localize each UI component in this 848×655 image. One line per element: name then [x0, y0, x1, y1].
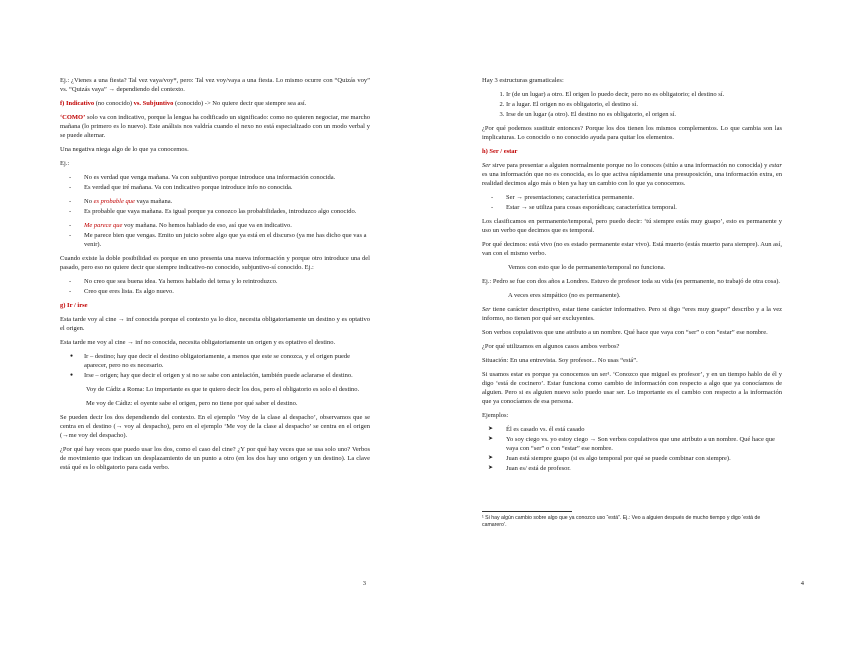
list-item: - Es verdad que iré mañana. Va con indicativo porque introduce info no conocida.: [60, 183, 370, 192]
paragraph: Ser tiene carácter descriptivo, estar tiene carácter informativo. Pero si digo “eres muy guapo” describo y a la vez informo, no tienen por qué ser excluyentes.: [482, 306, 782, 322]
page-number: 4: [800, 580, 804, 587]
paragraph: Por qué decimos: está vivo (no es estado permanente estar vivo). Está muerto (estás muerto para siempre). Aun así, van con el mismo verbo.: [482, 241, 782, 257]
dash-list: [482, 193, 782, 212]
dash-list: [60, 221, 370, 249]
paragraph: ¿Por qué podemos sustituir entonces? Porque los dos tienen los mismos complementos. Lo que cambia son las implicaturas. Lo conocido o no conocido ayuda para quitar los elementos.: [482, 125, 782, 141]
list-item: ● Ir – destino; hay que decir el destino obligatoriamente, a menos que este se conozca, y el origen puede aparecer, pero no es necesario.: [60, 352, 370, 370]
list-item: - Es probable que vaya mañana. Es igual porque ya conozco las probabilidades, introduzco algo conocido.: [60, 207, 370, 216]
paragraph: Una negativa niega algo de lo que ya conocemos.: [60, 146, 189, 153]
paragraph: Situación: En una entrevista. Soy profesor... No usas “está”.: [482, 357, 638, 364]
paragraph: Ser sirve para presentar a alguien normalmente porque no lo conoces (sitúo a una información no conocida) y estar es una información que no es conocida, es lo que activa rápidamente una presuposición, una información extra, en realidad decimos algo más o bien ya hay un cambio con lo que ya conocemos.: [482, 162, 782, 187]
paragraph: Ej.: Pedro se fue con dos años a Londres. Estuvo de profesor toda su vida (es permanente, no trabajó de otra cosa).: [482, 278, 781, 285]
paragraph: Esta tarde me voy al cine → inf no conocida, necesita obligatoriamente un origen y es optativo el destino.: [60, 339, 336, 346]
paragraph: Los clasificamos en permanente/temporal, pero puedo decir: ‘tú siempre estás muy guapo’, esto es permanente y uso un verbo que decimos que es temporal.: [482, 218, 782, 234]
page-4-content: [482, 76, 782, 529]
page-3-content: [60, 76, 370, 477]
list-item: 3. Irse de un lugar (a otro). El destino no es obligatorio, el origen sí.: [506, 110, 782, 119]
page-number: 3: [362, 580, 366, 587]
numbered-list: [482, 90, 782, 119]
list-item: ➤ Él es casado vs. él está casado: [482, 425, 782, 434]
dash-list: [60, 197, 370, 216]
paragraph: Ejemplos:: [482, 412, 509, 419]
paragraph: Si usamos estar es porque ya conocemos un ser¹. ‘Conozco que miguel es profesor’, y en un tiempo hablo de él y digo ‘está de cocinero’. Estar funciona como cambio de información con respecto a algo que ya conocíamos de alguien. Pero si es alguien nuevo solo puedo usar ser. Lo importante es el cambio con respecto a la información que ya conocíamos de esa persona.: [482, 371, 782, 405]
page-4: [424, 0, 848, 655]
paragraph: A veces eres simpático (no es permanente).: [508, 292, 621, 299]
example-label: Ej.:: [60, 160, 70, 167]
list-item: 2. Ir a lugar. El origen no es obligatorio, el destino sí.: [506, 100, 782, 109]
paragraph: ‘COMO’ solo va con indicativo, porque la lengua ha codificado un significado: como no quieren negociar, me marcho mañana (lo primero es lo nuevo). Este análisis nos valdría cuando el nexo no está especializado con un modo verbal y se puede alternar.: [60, 114, 370, 139]
paragraph: Ej.: ¿Vienes a una fiesta? Tal vez vaya/voy*, pero: Tal vez voy/vaya a una fiesta. Lo mismo ocurre con “Quizás voy” vs. “Quizás vaya” → dependiendo del contexto.: [60, 77, 370, 93]
list-item: ● Irse – origen; hay que decir el origen y si no se sabe con antelación, también puede aclararse el destino.: [60, 371, 370, 380]
list-item: ➤ Juan es/ está de profesor.: [482, 464, 782, 473]
footnote: ¹ Si hay algún cambio sobre algo que ya conozco uso “está”. Ej.: Veo a alguien después de mucho tiempo y digo ‘está de camarero’.: [482, 515, 761, 528]
list-item: - Me parece bien que vengas. Emito un juicio sobre algo que ya está en el discurso (ya me has dicho que vas a venir).: [60, 231, 370, 249]
paragraph: Cuando existe la doble posibilidad es porque en uno presenta una nueva información y porque otro introduce una del pasado, pero eso no quiere decir que siempre indicativo-no conocido, subjuntivo-sí conocido. Ej.:: [60, 255, 370, 271]
dash-list: [60, 173, 370, 192]
bullet-list: [60, 352, 370, 380]
list-item: - Creo que eres lista. Es algo nuevo.: [60, 287, 370, 296]
list-item: ➤ Yo soy ciego vs. yo estoy ciego → Son verbos copulativos que une atributo a un nombre. Qué hace que vaya con “ser” o con “estar” ese nombre.: [482, 435, 782, 453]
list-item: ➤ Juan está siempre guapo (si es algo temporal por qué se puede combinar con siempre).: [482, 454, 782, 463]
paragraph: Me voy de Cádiz: el oyente sabe el origen, pero no tiene por qué saber el destino.: [86, 400, 298, 407]
arrow-list: [482, 425, 782, 473]
paragraph: ¿Por qué hay veces que puedo usar los dos, como el caso del cine? ¿Y por qué hay veces que se usa solo uno? Verbos de movimiento que indican un desplazamiento de un punto a otro (en los dos hay uno origen y un destino). La clave está qué es lo obligatorio para cada verbo.: [60, 446, 370, 471]
section-heading-f: f) Indicativo (no conocido) vs. Subjuntivo (conocido) -> No quiere decir que siempre sea así.: [60, 100, 307, 107]
footnote-separator: [482, 511, 572, 512]
list-item: - No creo que sea buena idea. Ya hemos hablado del tema y lo reintroduzco.: [60, 277, 370, 286]
paragraph: Hay 3 estructuras gramaticales:: [482, 77, 564, 84]
list-item: - Me parece que voy mañana. No hemos hablado de eso, así que va en indicativo.: [60, 221, 370, 230]
paragraph: Vemos con esto que lo de permanente/temporal no funciona.: [508, 264, 666, 271]
paragraph: ¿Por qué utilizamos en algunos casos ambos verbos?: [482, 343, 620, 350]
paragraph: Esta tarde voy al cine → inf conocida porque el contexto ya lo dice, necesita obligatoriamente un destino y es optativo el origen.: [60, 316, 370, 332]
list-item: 1. Ir (de un lugar) a otro. El origen lo puedo decir, pero no es obligatorio; el destino sí.: [506, 90, 782, 99]
list-item: - No es probable que vaya mañana.: [60, 197, 370, 206]
dash-list: [60, 277, 370, 296]
list-item: - Ser → presentaciones; característica permanente.: [482, 193, 782, 202]
paragraph: Voy de Cádiz a Roma: Lo importante es que te quiero decir los dos, pero el obligatorio es solo el destino.: [86, 386, 360, 393]
section-heading-g: g) Ir / irse: [60, 302, 88, 309]
paragraph: Son verbos copulativos que une atributo a un nombre. Qué hace que vaya con “ser” o con “estar” ese nombre.: [482, 329, 768, 336]
list-item: - Estar → se utiliza para cosas esporádicas; característica temporal.: [482, 203, 782, 212]
list-item: - No es verdad que venga mañana. Va con subjuntivo porque introduce una información conocida.: [60, 173, 370, 182]
paragraph: Se pueden decir los dos dependiendo del contexto. En el ejemplo ‘Voy de la clase al despacho’, observamos que se centra en el destino (→ voy al despacho), pero en el ejemplo ‘Me voy de la clase al despacho’ se centra en el origen (→me voy del despacho).: [60, 414, 370, 439]
section-heading-h: h) Ser / estar: [482, 148, 518, 155]
